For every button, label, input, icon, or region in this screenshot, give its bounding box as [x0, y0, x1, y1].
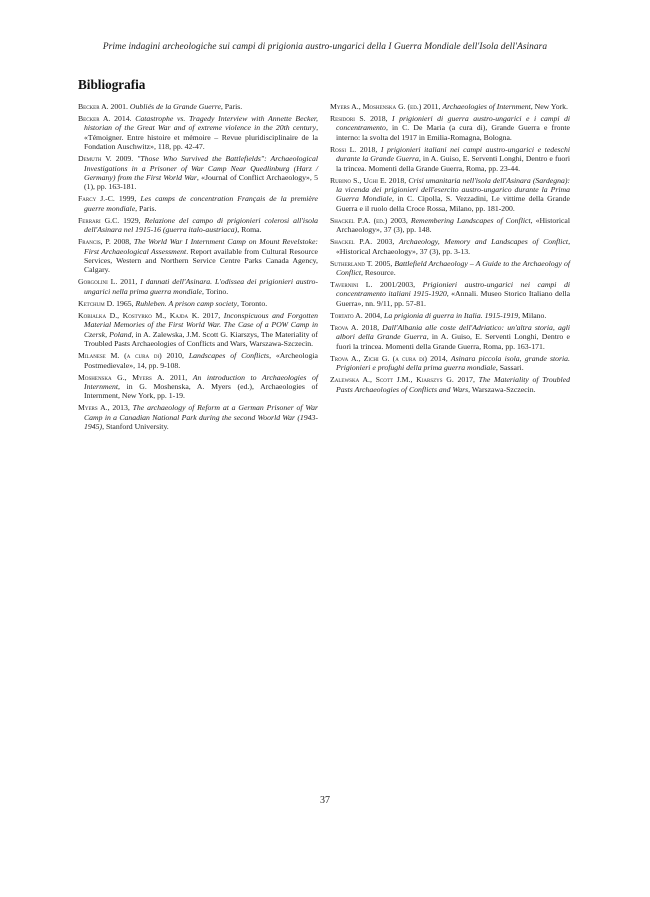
entry-author: Trova A. 2018, [330, 322, 380, 332]
bibliography-entry [330, 280, 570, 308]
entry-details: , in A. Guiso, E. Serventi Longhi, Dentro e fuori la trincea. Momenti della Grande Guerra, Roma, pp. 163-171. [336, 332, 570, 351]
entry-details: , New York. [530, 102, 568, 111]
entry-title: Relazione del campo di prigionieri colerosi all'isola dell'Asinara nel 1915-16 (guerra italo-austriaca) [84, 215, 318, 235]
entry-details: , Torino. [201, 286, 229, 296]
bibliography-entry [78, 403, 318, 431]
entry-title: An introduction to Archaeologies of Internment [84, 372, 319, 391]
entry-author: Shackel P.A. 2003, [330, 237, 395, 247]
bibliography-left-column [78, 102, 318, 434]
entry-title: The Materiality of Troubled Pasts Archaeologies of Conflicts and Wars [336, 375, 570, 394]
entry-title: The archaeology of Reform at a German Prisoner of War Camp in a Canadian National Park during the second Woorld War (1943-1945) [84, 403, 319, 432]
entry-author: Moshenska G., Myers A. 2011, [78, 372, 188, 382]
entry-title: I prigionieri italiani nei campi austro-ungarici e tedeschi durante la Grande Guerra [336, 144, 570, 164]
entry-details: , «Historical Archaeology», 37 (3), pp. 148. [336, 215, 571, 235]
entry-author: Shackel P.A. (ed.) 2003, [330, 215, 408, 225]
entry-author: Milanese M. (a cura di) 2010, [78, 351, 184, 361]
entry-author: Trova A., Zichi G. (a cura di) 2014, [330, 353, 448, 363]
bibliography-entry [330, 375, 570, 394]
bibliography-entry [330, 114, 570, 142]
entry-title: Battlefield Archaeology – A Guide to the Archaeology of Conflict [336, 258, 571, 278]
entry-author: Tortato A. 2004, [330, 310, 383, 320]
entry-details: , in G. Moshenska, A. Myers (ed.), Archaeologies of Internment, New York, pp. 1-19. [84, 381, 318, 401]
entry-author: Francis, P. 2008, [78, 237, 132, 247]
entry-details: , «Journal of Conflict Archaeology», 5 (1), pp. 163-181. [84, 173, 318, 192]
bibliography-entry [78, 194, 318, 213]
bibliography-entry [78, 277, 318, 296]
entry-title: The World War I Internment Camp on Mount Revelstoke: First Archaeological Assessment [84, 237, 318, 256]
entry-details: , Milano. [518, 310, 547, 320]
entry-details: . Report available from Cultural Resource Services, Western and Northern Service Centre Parks Canada Agency, Calgary. [84, 246, 318, 275]
bibliography-entry [78, 154, 318, 192]
entry-details: , in A. Guiso, E. Serventi Longhi, Dentro e fuori la trincea. Momenti della Grande Guerra, Roma, pp. 23-44. [336, 154, 571, 173]
entry-details: , «Annali. Museo Storico Italiano della Guerra», nn. 9/11, pp. 57-81. [336, 289, 571, 308]
entry-title: Catastrophe vs. Tragedy Interview with Annette Becker, historian of the Great War and of extreme violence in the 20th century [84, 114, 318, 133]
entry-details: , in C. Cipolla, S. Vezzadini, Le vittime della Grande Guerra e il ruolo della Croce Rossa, Milano, pp. 181-200. [336, 194, 570, 213]
entry-details: , Toronto. [237, 298, 268, 308]
page-number: 37 [320, 795, 330, 806]
entry-details: , «Archeologia Postmedievale», 14, pp. 9-108. [84, 351, 318, 370]
entry-author: Myers A., 2013, [78, 403, 130, 413]
entry-author: Becker A. 2001. [78, 102, 128, 111]
bibliography-entry [330, 176, 570, 214]
bibliography-entry [330, 311, 570, 320]
entry-details: , Roma. [237, 225, 262, 235]
bibliography-entry [78, 216, 318, 235]
entry-title: La prigionia di guerra in Italia. 1915-1919 [384, 310, 519, 320]
entry-author: Rubino S., Ughi E. 2018, [330, 175, 407, 185]
entry-title: I prigionieri di guerra austro-ungarici e i campi di concentramento [336, 114, 571, 133]
entry-author: Rossi L. 2018, [330, 144, 378, 154]
entry-details: , Stanford University. [102, 422, 169, 432]
bibliography-entry [330, 102, 570, 111]
entry-title: Archaeologies of Internment [442, 102, 531, 111]
entry-title: Archaeology, Memory and Landscapes of Conflict [398, 237, 569, 247]
entry-author: Residori S. 2018, [330, 114, 388, 123]
entry-title: I dannati dell'Asinara. L'odissea dei prigionieri austro-ungarici nella prima guerra mondiale [84, 277, 318, 296]
bibliography-entry [78, 102, 318, 111]
entry-author: Myers A., Moshenska G. (ed.) 2011, [330, 102, 441, 111]
entry-details: , in A. Zalewska, J.M. Scott G. Kiarszys, The Materiality of Troubled Pasts Archaeologies of Conflicts and Wars, Warszawa-Szczecin. [84, 329, 318, 349]
entry-author: Kobialka D., Kostyrko M., Kajda K. 2017, [78, 310, 221, 320]
entry-details: , Resource. [360, 268, 396, 278]
entry-author: Ferrari G.C. 1929, [78, 215, 141, 225]
entry-title: Remembering Landscapes of Conflict [410, 215, 531, 225]
bibliography-entry [330, 237, 570, 256]
bibliography-entry [78, 299, 318, 308]
bibliography-entry [78, 373, 318, 401]
entry-title: Inconspicuous and Forgotten Material Memories of the First World War. The Case of a POW Camp in Czersk, Poland [84, 310, 319, 339]
entry-author: Zalewska A., Scott J.M., Kiarszys G. 2017, [330, 375, 475, 385]
entry-title: Ruhleben. A prison camp society [135, 298, 238, 308]
entry-details: , in C. De Maria (a cura di), Grande Guerra e fronte interno: la svolta del 1917 in Emilia-Romagna, Bologna. [336, 123, 570, 142]
entry-author: Demuth V. 2009. [78, 154, 134, 164]
bibliography-entry [78, 114, 318, 152]
entry-title: Landscapes of Conflicts [188, 351, 270, 361]
running-header: Prime indagini archeologiche sui campi di prigionia austro-ungarici della I Guerra Mondiale dell'Isola dell'Asinara [102, 42, 548, 52]
entry-title: "Those Who Survived the Battlefields": Archaeological Investigations in a Prisoner of War Camp Near Quedlinburg (Harz / Germany) from the First World War [84, 154, 318, 183]
entry-author: Ketchum D. 1965, [78, 298, 134, 308]
entry-author: Becker A. 2014. [78, 114, 132, 123]
bibliography-entry [78, 311, 318, 349]
entry-title: Oubliés de la Grande Guerre [129, 102, 221, 111]
bibliography-entry [330, 323, 570, 351]
entry-details: , Sassari. [495, 363, 524, 373]
entry-author: Tavernini L. 2001/2003, [330, 280, 416, 290]
entry-details: , Warszawa-Szczecin. [468, 384, 536, 394]
entry-details: , Paris. [220, 102, 243, 111]
bibliography-entry [78, 237, 318, 275]
bibliography-entry [330, 145, 570, 173]
entry-author: Farcy J.-C. 1999, [78, 194, 137, 204]
entry-title: Crisi umanitaria nell'isola dell'Asinara (Sardegna): la vicenda dei prigionieri dell'esercito austro-ungarico durante la Prima Guerra Mondiale [336, 175, 571, 204]
bibliography-entry [330, 216, 570, 235]
entry-details: , Paris. [135, 203, 157, 213]
bibliography-entry [330, 354, 570, 373]
bibliography-entry [330, 259, 570, 278]
entry-title: Prigionieri austro-ungarici nei campi di concentramento italiani 1915-1920 [336, 280, 571, 299]
entry-title: Les camps de concentration Français de la première guerre mondiale [84, 194, 319, 213]
entry-author: Sutherland T. 2005, [330, 258, 393, 268]
entry-author: Gorgolini L. 2011, [78, 277, 138, 287]
section-title: Bibliografia [78, 77, 146, 92]
bibliography-right-column [330, 102, 570, 397]
entry-title: Dall'Albania alle coste dell'Adriatico: un'altra storia, agli albori della Grande Guerra [336, 322, 571, 342]
bibliography-entry [78, 351, 318, 370]
entry-title: Asinara piccola isola, grande storia. Prigionieri e profughi della prima guerra mondiale [336, 353, 570, 373]
entry-details: , «Témoigner. Entre histoire et mémoire – Revue pluridisciplinaire de la Fondation Auschwitz», 118, pp. 42-47. [84, 123, 318, 152]
entry-details: , «Historical Archaeology», 37 (3), pp. 3-13. [336, 237, 570, 256]
